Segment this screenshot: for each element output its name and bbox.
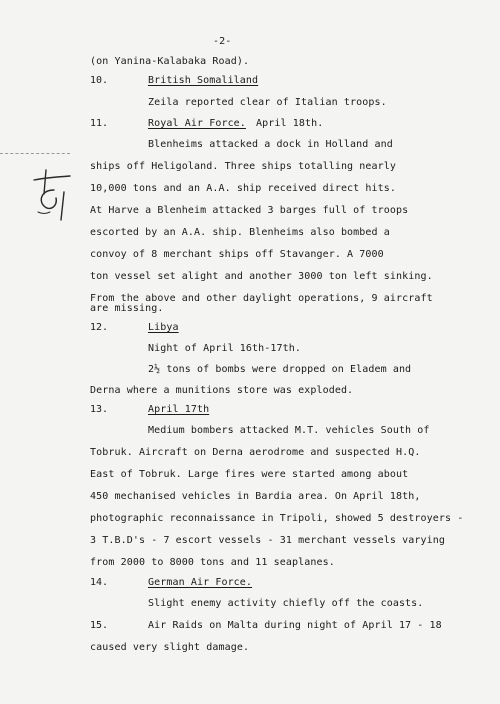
text-line: 450 mechanised vehicles in Bardia area. On April 18th, — [90, 491, 421, 502]
text-line: From the above and other daylight operations, 9 aircraft — [90, 293, 433, 304]
text-line: Air Raids on Malta during night of April 17 - 18 — [148, 620, 442, 631]
item-number: 14. — [90, 577, 109, 588]
text-line: are missing. — [90, 303, 164, 314]
margin-dashed-line — [0, 153, 70, 154]
text-line: escorted by an A.A. ship. Blenheims also bombed a — [90, 227, 390, 238]
text-line: (on Yanina-Kalabaka Road). — [90, 56, 250, 67]
section-heading: April 17th — [148, 404, 210, 415]
text-line: Medium bombers attacked M.T. vehicles South of — [148, 425, 430, 436]
text-line: caused very slight damage. — [90, 642, 250, 653]
section-heading: German Air Force. — [148, 577, 253, 588]
text-line: At Harve a Blenheim attacked 3 barges full of troops — [90, 205, 409, 216]
text-line: ships off Heligoland. Three ships totalling nearly — [90, 161, 397, 172]
text-line: ton vessel set alight and another 3000 ton left sinking. — [90, 271, 433, 282]
text-line: Night of April 16th-17th. — [148, 343, 302, 354]
text-line: Blenheims attacked a dock in Holland and — [148, 139, 393, 150]
section-heading: British Somaliland — [148, 75, 259, 86]
section-date: April 18th. — [256, 118, 324, 129]
text-line: 10,000 tons and an A.A. ship received direct hits. — [90, 183, 397, 194]
text-line: Slight enemy activity chiefly off the coasts. — [148, 598, 424, 609]
text-line: Tobruk. Aircraft on Derna aerodrome and suspected H.Q. — [90, 447, 421, 458]
text-line: convoy of 8 merchant ships off Stavanger. A 7000 — [90, 249, 384, 260]
text-line: East of Tobruk. Large fires were started among about — [90, 469, 409, 480]
text-line: 3 T.B.D's - 7 escort vessels - 31 merchant vessels varying — [90, 535, 445, 546]
item-number: 11. — [90, 118, 109, 129]
text-line: 2½ tons of bombs were dropped on Eladem and — [148, 364, 412, 375]
item-number: 10. — [90, 75, 109, 86]
item-number: 15. — [90, 620, 109, 631]
section-heading: Libya — [148, 322, 179, 333]
section-heading: Royal Air Force. — [148, 118, 246, 129]
page-number: -2- — [213, 36, 232, 47]
item-number: 12. — [90, 322, 109, 333]
text-line: from 2000 to 8000 tons and 11 seaplanes. — [90, 557, 335, 568]
text-line: Derna where a munitions store was exploded. — [90, 385, 354, 396]
item-number: 13. — [90, 404, 109, 415]
text-line: photographic reconnaissance in Tripoli, showed 5 destroyers - — [90, 513, 464, 524]
handwritten-annotation — [28, 168, 78, 224]
text-line: Zeila reported clear of Italian troops. — [148, 97, 387, 108]
